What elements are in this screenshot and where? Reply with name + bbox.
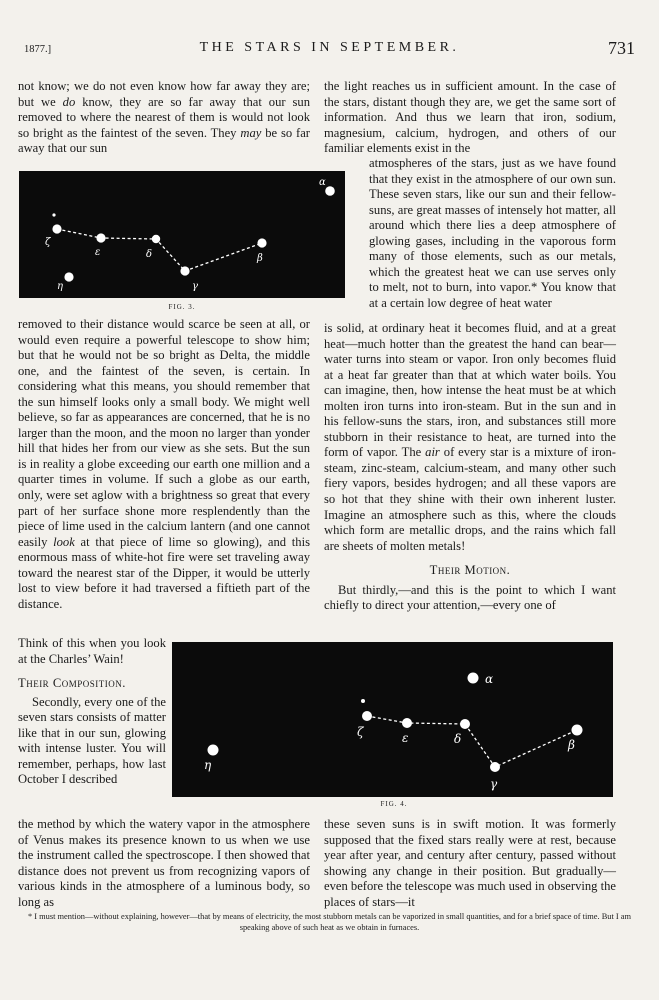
fig3-label-alpha: α xyxy=(319,177,326,188)
figure-3-big-dipper xyxy=(19,171,345,298)
fig4-label-eta: η xyxy=(204,758,212,772)
right-column-middle xyxy=(324,321,616,614)
fig3-star-eta xyxy=(64,272,73,281)
right-paragraph-2: But thirdly,—and this is the point to which I want chiefly to direct your attention,—every one of xyxy=(324,582,616,613)
running-header xyxy=(14,38,645,60)
left-paragraph-5: the method by which the watery vapor in the atmosphere of Venus makes its presence known to us when we use the instrument called the spectroscope. I then showed that distance does not prevent us from recognizing vapors of various kinds in the atmosphere of a luminous body, so long as xyxy=(18,817,310,909)
right-paragraph-1: the light reaches us in sufficient amount. In the case of the stars, distant though they are, we get the same sort of information. And thus we learn that iron, sodium, magnesium, calcium, hydrogen, and others of our familiar elements exist in the xyxy=(324,79,616,156)
fig4-label-alpha: α xyxy=(485,672,494,686)
fig4-label-epsilon: ε xyxy=(402,731,409,745)
fig3-label-delta: δ xyxy=(146,249,153,260)
fig3-dipper-line xyxy=(57,229,262,271)
fig4-dipper-line xyxy=(367,716,577,767)
left-column-narrow xyxy=(18,636,166,788)
fig4-label-gamma: γ xyxy=(490,777,498,791)
figure-4-svg xyxy=(172,642,613,797)
figure-3-caption: FIG. 3. xyxy=(168,303,196,311)
left-paragraph-2: removed to their distance would scarce be seen at all, or would even require a powerful telescope to show him; but that he would not be so bright as Delta, the middle one, and the faintest of the seven, is certain. In considering what this means, you should remember that the sun himself looks only a small body. We might well believe, so far as appearances are concerned, that he is no larger than the moon, and the moon no larger than yonder hill that hides her from our view as she sets. But the sun is in reality a globe exceeding our earth one million and a quarter times in volume. If such a globe as our earth, only, were set aglow with a brightness so great that every part of her surface shone more resplendently than the piece of lime used in the calcium lantern (and one cannot easily look at that piece of lime so glowing), and this enormous mass of white-hot fire were set traveling away toward the nearest star of the Dipper, it would be utterly lost to view before it had traversed a fiftieth part of the distance. xyxy=(18,317,310,611)
right-column-top xyxy=(324,79,616,157)
footnote: * I must mention—without explaining, however—that by means of electricity, the most stubborn metals can be vaporized in small quantities, and for a brief space of time. But I am speaking above of such heat as we obtain in furnaces. xyxy=(28,912,631,932)
fig4-star-alcor xyxy=(361,699,365,703)
right-paragraph-3: these seven suns is in swift motion. It was formerly supposed that the fixed stars really were at rest, because year after year, and century after century, passed without showing any change in their position. But gradually—even before the telescope was much used in observing the places of stars—it xyxy=(324,817,617,909)
fig3-label-beta: β xyxy=(257,253,263,264)
fig3-star-gamma xyxy=(180,266,189,275)
fig4-star-eta xyxy=(208,745,219,756)
fig4-star-beta xyxy=(572,725,583,736)
figure-4-big-dipper xyxy=(172,642,613,797)
header-year: 1877.] xyxy=(24,44,52,55)
fig3-label-epsilon: ε xyxy=(95,247,101,258)
fig4-star-epsilon xyxy=(402,718,412,728)
left-paragraph-4: Secondly, every one of the seven stars consists of matter like that in our sun, glowing with intense luster. You will remember, perhaps, how last October I described xyxy=(18,694,166,787)
fig4-star-gamma xyxy=(490,762,500,772)
header-title: THE STARS IN SEPTEMBER. xyxy=(199,40,460,55)
fig3-label-eta: η xyxy=(57,281,63,292)
figure-3-svg xyxy=(19,171,345,298)
fig3-star-beta xyxy=(257,238,266,247)
fig3-label-gamma: γ xyxy=(192,281,198,292)
fig3-star-alcor xyxy=(52,213,55,216)
fig3-star-epsilon xyxy=(96,233,105,242)
fig4-label-delta: δ xyxy=(454,732,462,746)
fig3-star-zeta xyxy=(52,224,61,233)
fig4-star-zeta xyxy=(362,711,372,721)
left-paragraph-1: not know; we do not even know how far away they are; but we do know, they are so far away that our sun removed to where the nearest of them is would not look so bright as the faintest of the seven. They may be so far away that our sun xyxy=(18,79,311,156)
fig3-label-zeta: ζ xyxy=(45,237,51,248)
fig3-star-delta xyxy=(152,235,160,243)
figure-4-caption: FIG. 4. xyxy=(380,800,408,808)
heading-their-motion: Their Motion. xyxy=(429,563,511,578)
left-column-middle xyxy=(18,317,310,612)
right-column-narrow xyxy=(369,156,616,311)
left-column-top xyxy=(18,79,310,157)
fig4-star-delta xyxy=(460,719,470,729)
right-paragraph-1c: is solid, at ordinary heat it becomes fluid, and at a great heat—much hotter than the greatest the hand can bear—water turns into steam or vapor. Iron only becomes fluid at a heat far greater than that at which water boils. You can imagine, then, how intense the heat must be at which molten iron turns into iron-steam. But in the sun and in his fellow-suns the stars, iron, and substances still more stubborn in their resistance to heat, are turned into the form of vapor. The air of every star is a mixture of iron-steam, zinc-steam, calcium-steam, and many other such fiery vapors, besides hydrogen; and all these vapors are so hot that they shine with their own inherent luster. Imagine an atmosphere such as this, where the clouds which form are metallic drops, and the rains which fall are sheets of molten metals! xyxy=(324,321,616,553)
right-paragraph-1b: atmospheres of the stars, just as we have found that they exist in the atmosphere of our own sun. These seven stars, like our sun and their fellow-suns, are great masses of intensely hot matter, all around which there lies a deep atmosphere of glowing gases, including in the vaporous form many of those elements, such as our metals, which the greatest heat we can use serves only to melt, not to burn, into vapor.* You know that at a certain low degree of heat water xyxy=(369,156,616,310)
left-column-bottom xyxy=(18,817,310,910)
heading-their-composition: Their Composition. xyxy=(18,676,126,691)
fig4-star-alpha xyxy=(468,673,479,684)
page-number: 731 xyxy=(608,38,635,58)
fig4-label-beta: β xyxy=(568,738,575,752)
left-paragraph-3: Think of this when you look at the Charles’ Wain! xyxy=(18,636,166,666)
fig4-label-zeta: ζ xyxy=(357,725,364,739)
right-column-bottom xyxy=(324,817,616,910)
fig3-star-alpha xyxy=(325,186,335,196)
